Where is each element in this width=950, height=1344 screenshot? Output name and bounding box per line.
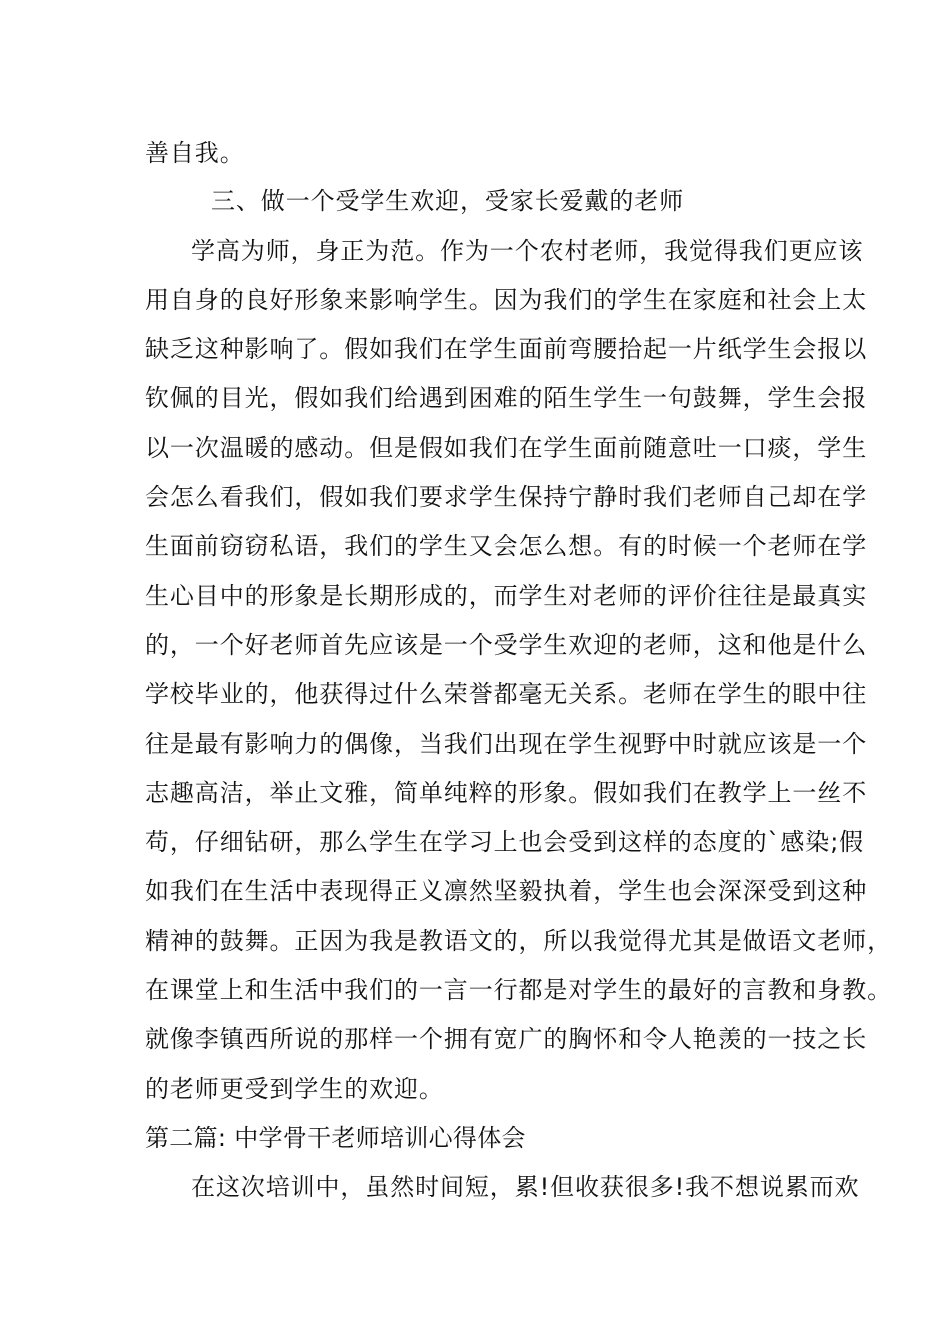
text-line: 善自我。 bbox=[145, 139, 245, 167]
section-heading: 三、做一个受学生欢迎，受家长爱戴的老师 bbox=[211, 187, 685, 215]
text-line: 如我们在生活中表现得正义凛然坚毅执着，学生也会深深受到这种 bbox=[145, 877, 868, 905]
text-line: 钦佩的目光，假如我们给遇到困难的陌生学生一句鼓舞，学生会报 bbox=[145, 384, 868, 412]
paragraph-first-line: 在这次培训中，虽然时间短，累!但收获很多!我不想说累而欢 bbox=[191, 1173, 860, 1201]
text-line: 缺乏这种影响了。假如我们在学生面前弯腰拾起一片纸学生会报以 bbox=[145, 335, 868, 363]
text-line: 学校毕业的，他获得过什么荣誉都毫无关系。老师在学生的眼中往 bbox=[145, 680, 868, 708]
text-line: 精神的鼓舞。正因为我是教语文的，所以我觉得尤其是做语文老师， bbox=[145, 927, 892, 955]
paragraph-first-line: 学高为师，身正为范。作为一个农村老师，我觉得我们更应该 bbox=[191, 237, 864, 265]
text-line: 的，一个好老师首先应该是一个受学生欢迎的老师，这和他是什么 bbox=[145, 631, 868, 659]
text-line: 往是最有影响力的偶像，当我们出现在学生视野中时就应该是一个 bbox=[145, 730, 868, 758]
text-line: 会怎么看我们，假如我们要求学生保持宁静时我们老师自己却在学 bbox=[145, 483, 868, 511]
text-line: 生心目中的形象是长期形成的，而学生对老师的评价往往是最真实 bbox=[145, 582, 868, 610]
text-line: 生面前窃窃私语，我们的学生又会怎么想。有的时候一个老师在学 bbox=[145, 532, 868, 560]
text-line: 以一次温暖的感动。但是假如我们在学生面前随意吐一口痰，学生 bbox=[145, 434, 868, 462]
text-line: 苟，仔细钻研，那么学生在学习上也会受到这样的态度的`感染;假 bbox=[145, 828, 865, 856]
text-line: 就像李镇西所说的那样一个拥有宽广的胸怀和令人艳羡的一技之长 bbox=[145, 1025, 868, 1053]
text-line: 在课堂上和生活中我们的一言一行都是对学生的最好的言教和身教。 bbox=[145, 976, 892, 1004]
text-line: 志趣高洁，举止文雅，简单纯粹的形象。假如我们在教学上一丝不 bbox=[145, 779, 868, 807]
text-line: 用自身的良好形象来影响学生。因为我们的学生在家庭和社会上太 bbox=[145, 286, 868, 314]
chapter-heading: 第二篇: 中学骨干老师培训心得体会 bbox=[145, 1124, 526, 1152]
text-line: 的老师更受到学生的欢迎。 bbox=[145, 1075, 444, 1103]
